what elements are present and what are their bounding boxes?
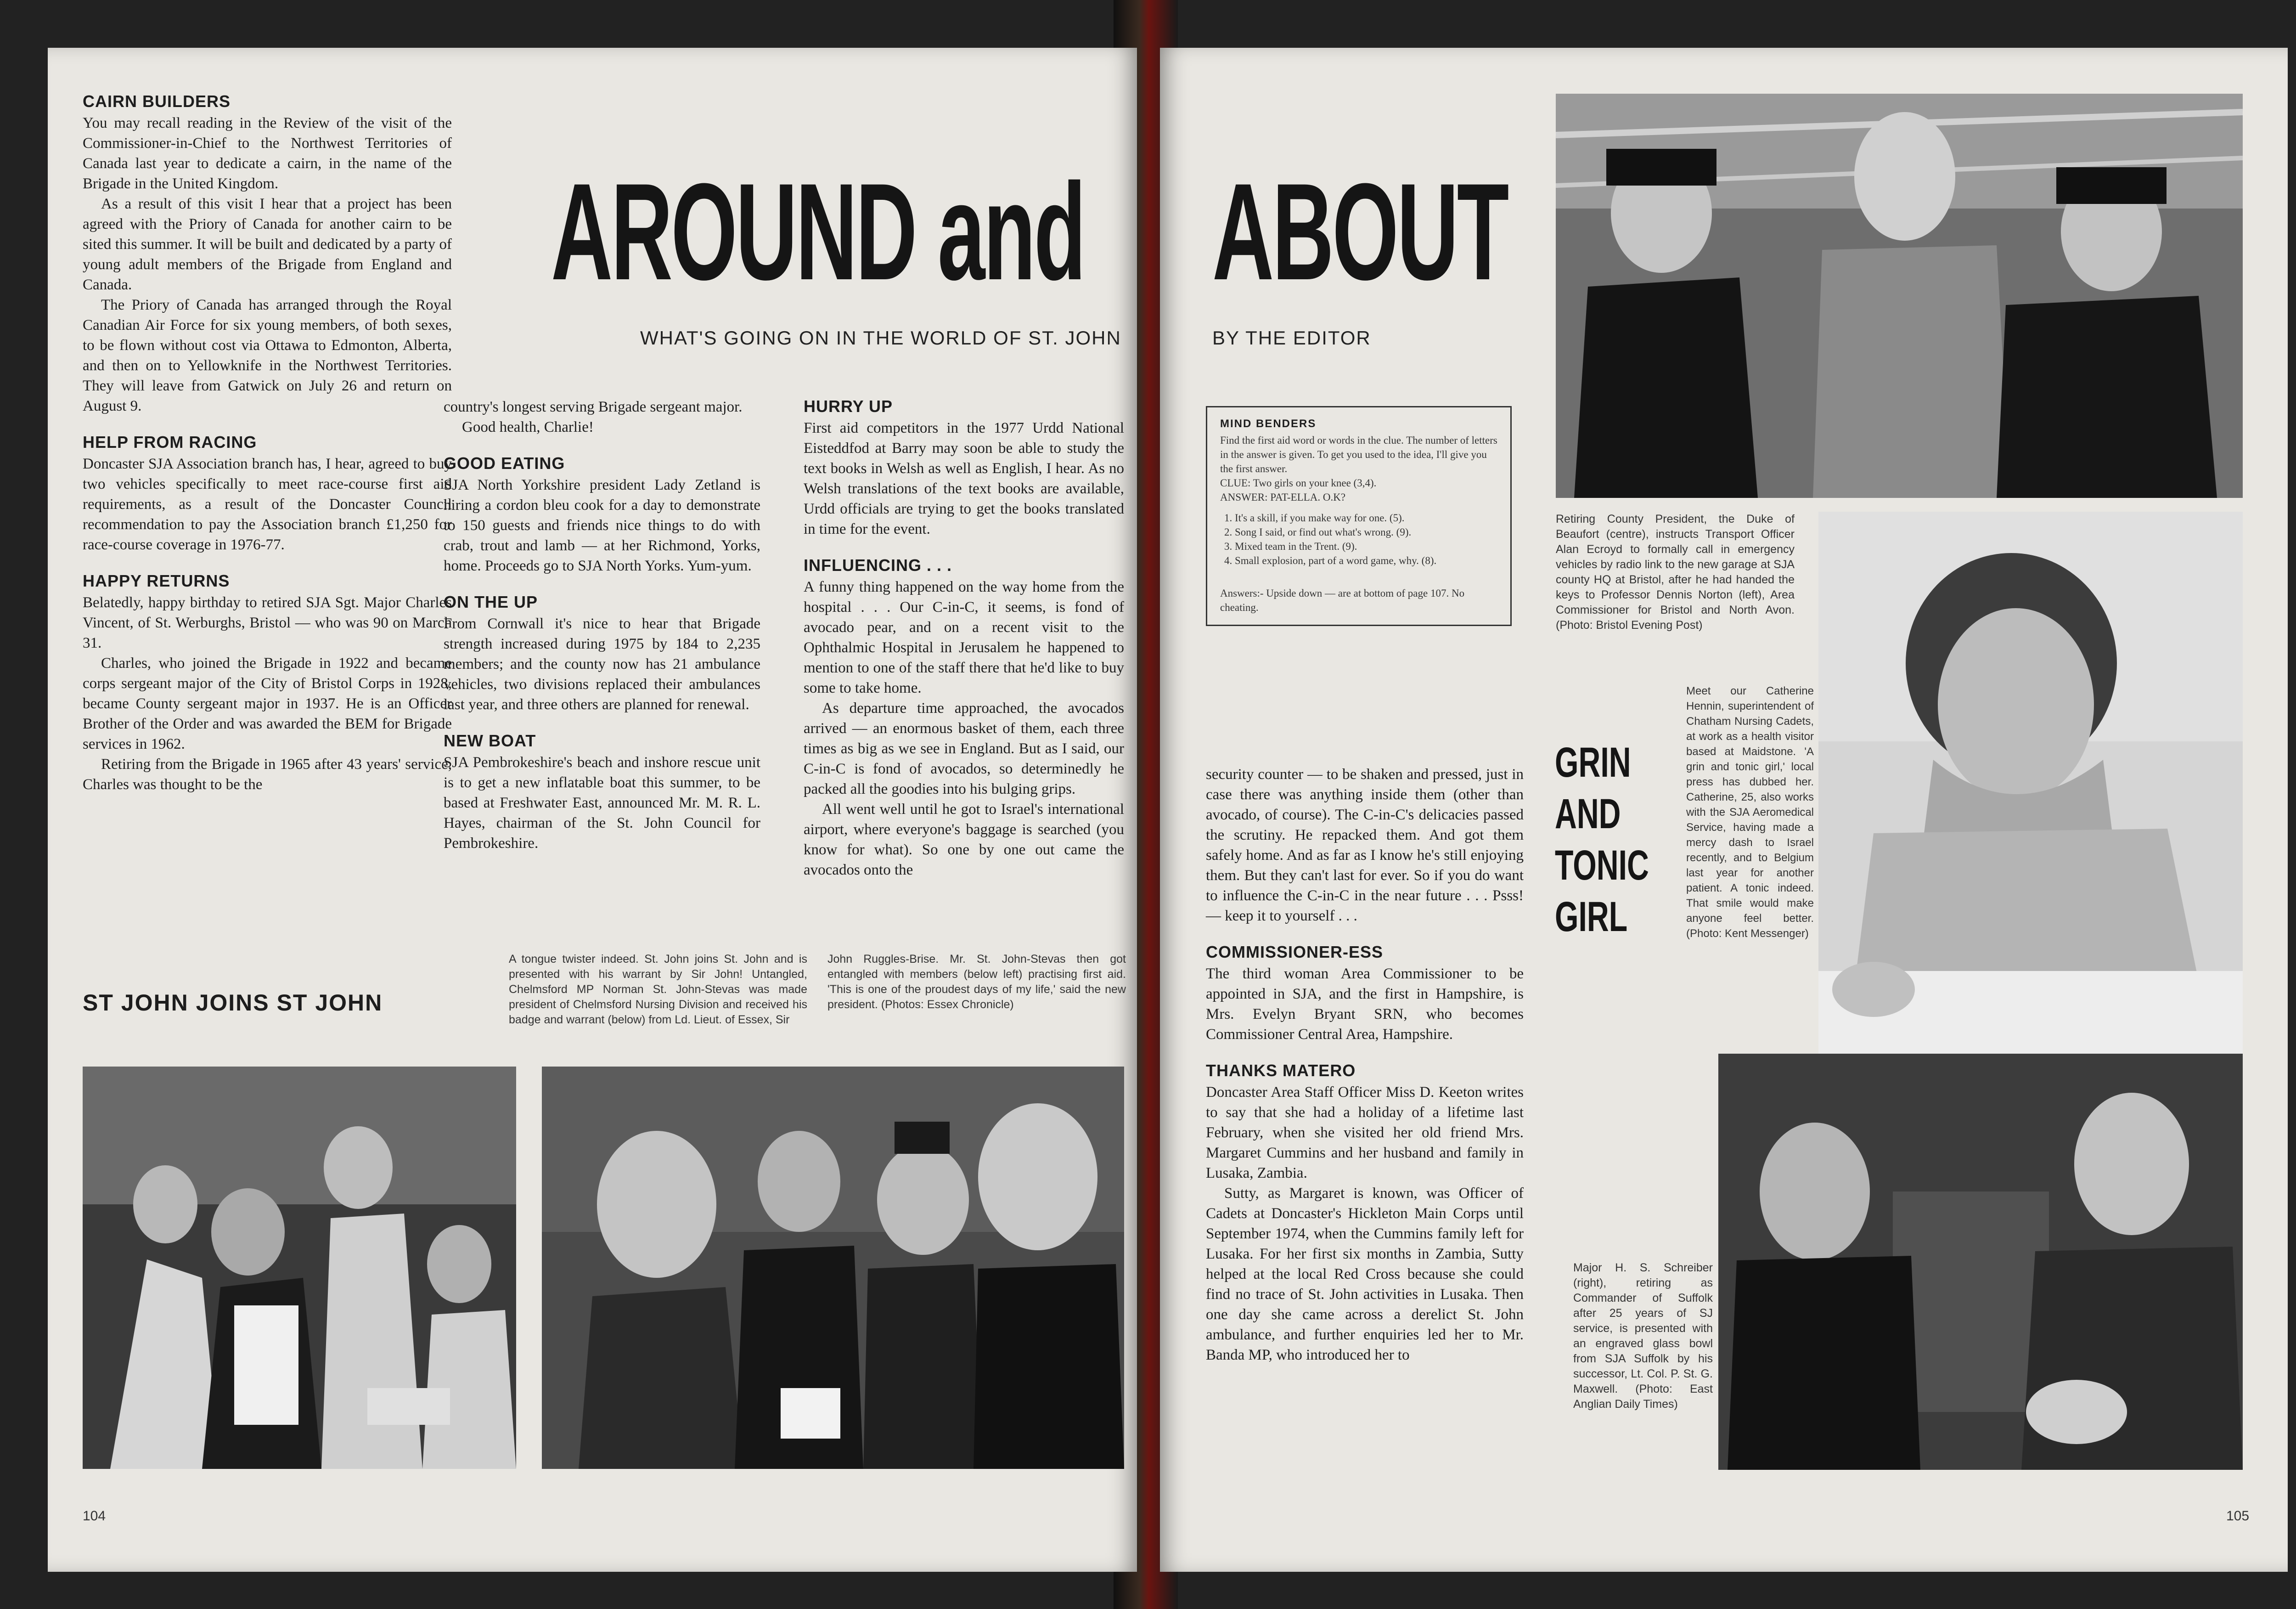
paragraph: The Priory of Canada has arranged through the Royal Canadian Air Force for six young members, of both sexes, to be flown without cost via Ottawa to Edmonton, Alberta, and then on to Yellowknife in the Northwest Territories. They will leave from Gatwick on July 26 and return on August 9. — [83, 297, 452, 414]
caption-grin-and-tonic-girl: Meet our Catherine Hennin, superintendent of Chatham Nursing Cadets, at work as a health visitor based at Maidstone. 'A grin and tonic girl,' local press has dubbed her. Catherine, 25, also works with the SJA Aeromedical Service, having made a mercy dash to Israel recently, and to Belgium last year for another patient. A tonic indeed. That smile would make anyone feel better. (Photo: Kent Messenger) — [1686, 685, 1814, 940]
heading-st-john-joins-st-john: ST JOHN JOINS ST JOHN — [83, 990, 383, 1016]
title-about: ABOUT — [1212, 154, 1508, 309]
photo-warrant-presentation — [542, 1067, 1124, 1469]
list-item: 3. Mixed team in the Trent. (9). — [1235, 539, 1497, 553]
caption-st-john-b: John Ruggles-Brise. Mr. St. John-Stevas then got entangled with members (below left) practising first aid. 'This is one of the proudest days of my life,' said the new president. (Photos: Essex Chronicle) — [827, 953, 1126, 1011]
column-left-2 — [444, 397, 760, 853]
photo-major-schreiber-glass-bowl — [1718, 1054, 2243, 1470]
heading-grin-and-tonic-girl: GRIN AND TONIC GIRL — [1555, 739, 1649, 940]
column-left-1 — [83, 92, 452, 795]
heading-hurry-up: HURRY UP — [804, 397, 893, 416]
paragraph: First aid competitors in the 1977 Urdd National Eisteddfod at Barry may soon be able to study the text books in Welsh as well as English, I hear. As no Welsh translations of the text books are available, Urdd officials are trying to get the books translated in time for the event. — [804, 420, 1124, 537]
paragraph: Doncaster Area Staff Officer Miss D. Keeton writes to say that she had a holiday of a lifetime last February, when she visited her old friend Mrs. Margaret Cummins and her husband and family in Lusaka, Zambia. — [1206, 1084, 1524, 1181]
paragraph: country's longest serving Brigade sergeant major. — [444, 399, 743, 415]
paragraph: Belatedly, happy birthday to retired SJA Sgt. Major Charles Vincent, of St. Werburghs, Bristol — who was 90 on March 31. — [83, 594, 452, 651]
subtitle-right: BY THE EDITOR — [1212, 327, 1371, 349]
paragraph: Retiring from the Brigade in 1965 after 43 years' service, Charles was thought to be the — [83, 756, 452, 793]
paragraph: SJA Pembrokeshire's beach and inshore rescue unit is to get a new inflatable boat this summer, to be based at Freshwater East, announced Mr. M. R. L. Hayes, chairman of the St. John Council for Pembrokeshire. — [444, 754, 760, 852]
paragraph: The third woman Area Commissioner to be appointed in SJA, and the first in Hampshire, is Mrs. Evelyn Bryant SRN, who becomes Commissioner Central Area, Hampshire. — [1206, 965, 1524, 1043]
heading-on-the-up: ON THE UP — [444, 593, 538, 611]
mind-benders-heading: MIND BENDERS — [1220, 418, 1317, 430]
paragraph: You may recall reading in the Review of the visit of the Commissioner-in-Chief to the Northwest Territories of Canada last year to dedicate a cairn, in the name of the Brigade in the United Kingdom. — [83, 115, 452, 192]
title-around-and: AROUND and — [551, 154, 1085, 309]
mind-benders-list — [1220, 511, 1497, 568]
right-page — [1160, 48, 2288, 1572]
mind-benders-intro: Find the first aid word or words in the clue. The number of letters in the answer is given. To get you used to the idea, I'll give you the first answer. — [1220, 435, 1497, 474]
caption-duke-of-beaufort: Retiring County President, the Duke of Beaufort (centre), instructs Transport Officer Alan Ecroyd to formally call in emergency vehicles by radio link to the new garage at SJA county HQ at Bristol, after he had handed the keys to Professor Dennis Norton (left), Area Commissioner for Bristol and North Avon. (Photo: Bristol Evening Post) — [1556, 513, 1795, 632]
paragraph: Charles, who joined the Brigade in 1922 and became corps sergeant major of the City of Bristol Corps in 1928, became County sergeant major in 1937. He is an Officer Brother of the Order and was awarded the BEM for Brigade services in 1962. — [83, 655, 452, 752]
page-number-right: 105 — [2226, 1508, 2250, 1524]
paragraph: Sutty, as Margaret is known, was Officer of Cadets at Doncaster's Hickleton Main Corps until September 1974, when the Cummins family left for Lusaka. For her first six months in Zambia, Sutty helped at the local Red Cross because she could find no trace of St. John activities in Lusaka. Then one day she came across a derelict St. John ambulance, and further enquiries led her to Mr. Banda MP, who introduced her to — [1206, 1185, 1524, 1363]
paragraph: SJA North Yorkshire president Lady Zetland is hiring a cordon bleu cook for a day to demonstrate to 150 guests and friends nice things to do with crab, trout and lamb — at her Richmond, Yorks, home. Proceeds go to SJA North Yorks. Yum-yum. — [444, 477, 760, 574]
mind-benders-answer: ANSWER: PAT-ELLA. O.K? — [1220, 491, 1346, 503]
column-left-3 — [804, 397, 1124, 880]
paragraph: As departure time approached, the avocados arrived — an enormous basket of them, each three times as big as we see in England. But as I said, our C-in-C is fond of avocados, so determinedly he packed all the goodies into his bulging grips. — [804, 700, 1124, 797]
heading-good-eating: GOOD EATING — [444, 454, 565, 473]
paragraph: security counter — to be shaken and pressed, just in case there was anything inside them (other than avocado, of course). The C-in-C's delicacies passed the scrutiny. He repacked them. And got them safely home. And as far as I know he's still enjoying them. But they can't last for ever. So if you do want to influence the C-in-C in the near future . . . Psss! — keep it to yourself . . . — [1206, 766, 1524, 924]
paragraph: All went well until he got to Israel's international airport, where everyone's baggage is searched (you know for what). So one by one out came the avocados onto the — [804, 801, 1124, 878]
caption-st-john-a: A tongue twister indeed. St. John joins St. John and is presented with his warrant by Sir John! Untangled, Chelmsford MP Norman St. John-Stevas was made president of Chelmsford Nursing Division and received his badge and warrant (below) from Ld. Lieut. of Essex, Sir — [509, 953, 807, 1026]
mind-benders-clue: CLUE: Two girls on your knee (3,4). — [1220, 477, 1377, 489]
paragraph: As a result of this visit I hear that a project has been agreed with the Priory of Canada for another cairn to be sited this summer. It will be built and dedicated by a party of young adult members of the Brigade from England and Canada. — [83, 196, 452, 293]
subtitle-left: WHAT'S GOING ON IN THE WORLD OF ST. JOHN — [640, 327, 1121, 349]
heading-thanks-matero: THANKS MATERO — [1206, 1061, 1356, 1080]
page-number-left: 104 — [83, 1508, 106, 1524]
heading-cairn-builders: CAIRN BUILDERS — [83, 92, 231, 111]
photo-duke-of-beaufort-garage — [1556, 94, 2243, 498]
heading-influencing: INFLUENCING . . . — [804, 556, 952, 575]
list-item: 2. Song I said, or find out what's wrong. (9). — [1235, 525, 1497, 539]
heading-commissioner-ess: COMMISSIONER-ESS — [1206, 943, 1384, 961]
photo-catherine-hennin — [1818, 512, 2243, 1054]
heading-new-boat: NEW BOAT — [444, 731, 536, 750]
column-right-1 — [1206, 764, 1524, 1365]
paragraph: From Cornwall it's nice to hear that Brigade strength increased during 1975 by 184 to 2,235 members; and the county now has 21 ambulance vehicles, two divisions replaced their ambulances last year, and three others are planned for renewal. — [444, 615, 760, 713]
paragraph: Doncaster SJA Association branch has, I hear, agreed to buy two vehicles specifically to meet race-course first aid requirements, as a result of the Doncaster Council recommendation to pay the Association branch £1,250 for race-course coverage in 1976-77. — [83, 456, 452, 553]
list-item: 1. It's a skill, if you make way for one. (5). — [1235, 511, 1497, 525]
paragraph: Good health, Charlie! — [462, 419, 594, 435]
mind-benders-box — [1206, 406, 1512, 626]
mind-benders-answers-note: Answers:- Upside down — are at bottom of page 107. No cheating. — [1220, 587, 1465, 613]
heading-happy-returns: HAPPY RETURNS — [83, 571, 230, 590]
left-page — [48, 48, 1137, 1572]
paragraph: A funny thing happened on the way home from the hospital . . . Our C-in-C, it seems, is fond of avocado pear, and on a recent visit to the Ophthalmic Hospital in Jerusalem he happened to mention to one of the staff there that he'd like to buy some to take home. — [804, 579, 1124, 696]
list-item: 4. Small explosion, part of a word game, why. (8). — [1235, 553, 1497, 568]
heading-help-from-racing: HELP FROM RACING — [83, 433, 257, 452]
photo-nursing-cadets-first-aid — [83, 1067, 516, 1469]
caption-major-schreiber: Major H. S. Schreiber (right), retiring as Commander of Suffolk after 25 years of SJ service, is presented with an engraved glass bowl from SJA Suffolk by his successor, Lt. Col. P. St. G. Maxwell. (Photo: East Anglian Daily Times) — [1573, 1261, 1713, 1411]
